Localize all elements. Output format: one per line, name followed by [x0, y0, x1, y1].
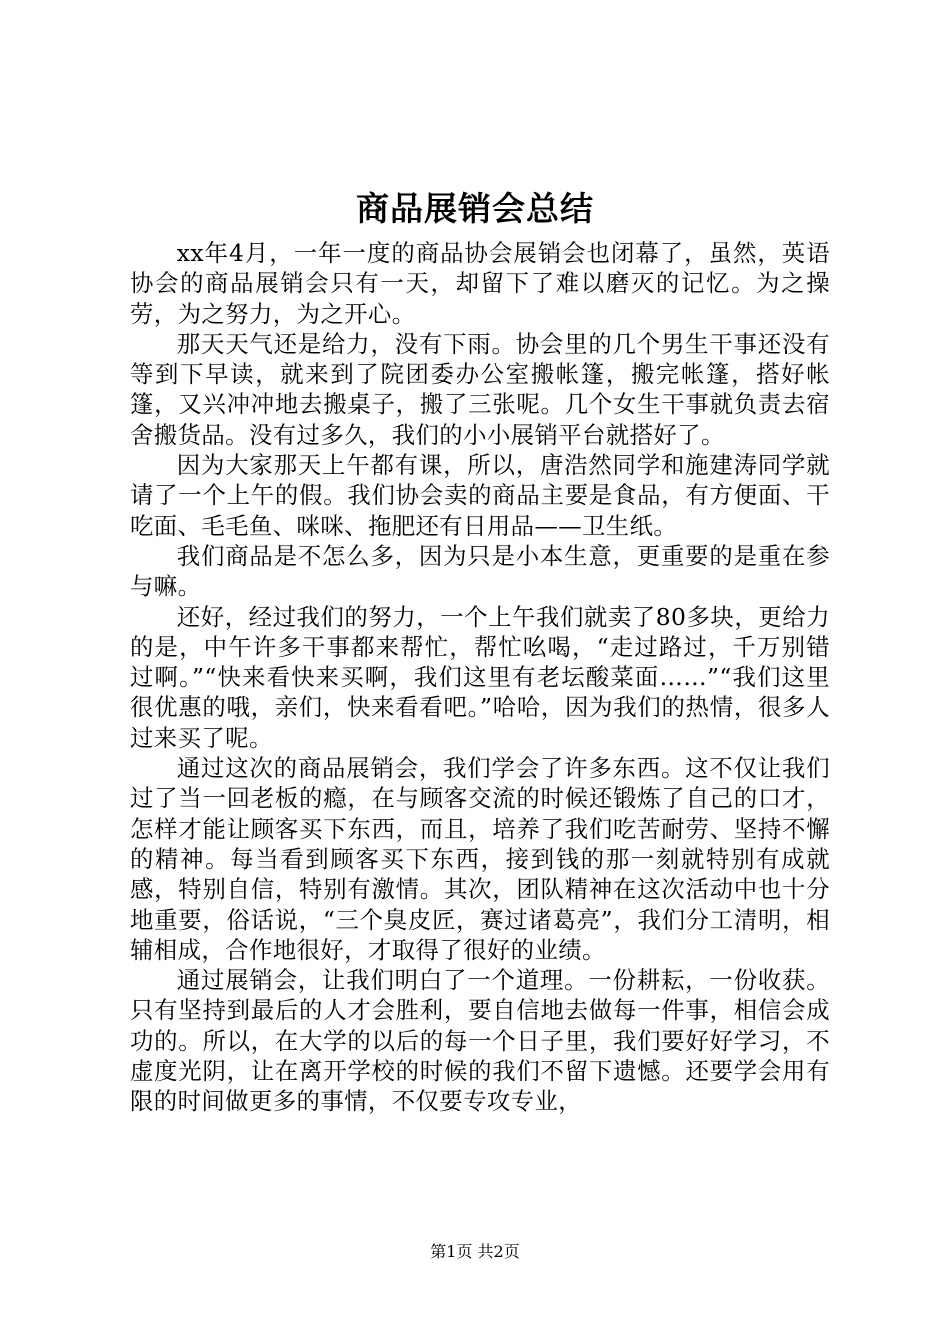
- paragraph: 通过这次的商品展销会，我们学会了许多东西。这不仅让我们过了当一回老板的瘾，在与顾客交流的时候还锻炼了自己的口才，怎样才能让顾客买下东西，而且，培养了我们吃苦耐劳、坚持不懈的精神。每当看到顾客买下东西，接到钱的那一刻就特别有成就感，特别自信，特别有激情。其次，团队精神在这次活动中也十分地重要，俗话说，“三个臭皮匠，赛过诸葛亮”，我们分工清明，相辅相成，合作地很好，才取得了很好的业绩。: [130, 754, 830, 964]
- paragraph: 还好，经过我们的努力，一个上午我们就卖了80多块，更给力的是，中午许多干事都来帮忙，帮忙吆喝，“走过路过，千万别错过啊。”“快来看快来买啊，我们这里有老坛酸菜面……”“我们这里很优惠的哦，亲们，快来看看吧。”哈哈，因为我们的热情，很多人过来买了呢。: [130, 602, 830, 752]
- paragraph: 通过展销会，让我们明白了一个道理。一份耕耘，一份收获。只有坚持到最后的人才会胜利，要自信地去做每一件事，相信会成功的。所以，在大学的以后的每一个日子里，我们要好好学习，不虚度光阴，让在离开学校的时候的我们不留下遗憾。还要学会用有限的时间做更多的事情，不仅要专攻专业，: [130, 966, 830, 1116]
- paragraph: xx年4月，一年一度的商品协会展销会也闭幕了，虽然，英语协会的商品展销会只有一天，却留下了难以磨灭的记忆。为之操劳，为之努力，为之开心。: [130, 239, 830, 328]
- paragraph: 因为大家那天上午都有课，所以，唐浩然同学和施建涛同学就请了一个上午的假。我们协会卖的商品主要是食品，有方便面、干吃面、毛毛鱼、咪咪、拖肥还有日用品——卫生纸。: [130, 451, 830, 540]
- document-title: 商品展销会总结: [356, 189, 594, 228]
- page-number-footer: 第1页 共2页: [430, 1242, 520, 1261]
- paragraph: 那天天气还是给力，没有下雨。协会里的几个男生干事还没有等到下早读，就来到了院团委办公室搬帐篷，搬完帐篷，搭好帐篷，又兴冲冲地去搬桌子，搬了三张呢。几个女生干事就负责去宿舍搬货品。没有过多久，我们的小小展销平台就搭好了。: [130, 329, 830, 449]
- document-body: [130, 238, 830, 1117]
- paragraph: 我们商品是不怎么多，因为只是小本生意，更重要的是重在参与嘛。: [130, 541, 830, 601]
